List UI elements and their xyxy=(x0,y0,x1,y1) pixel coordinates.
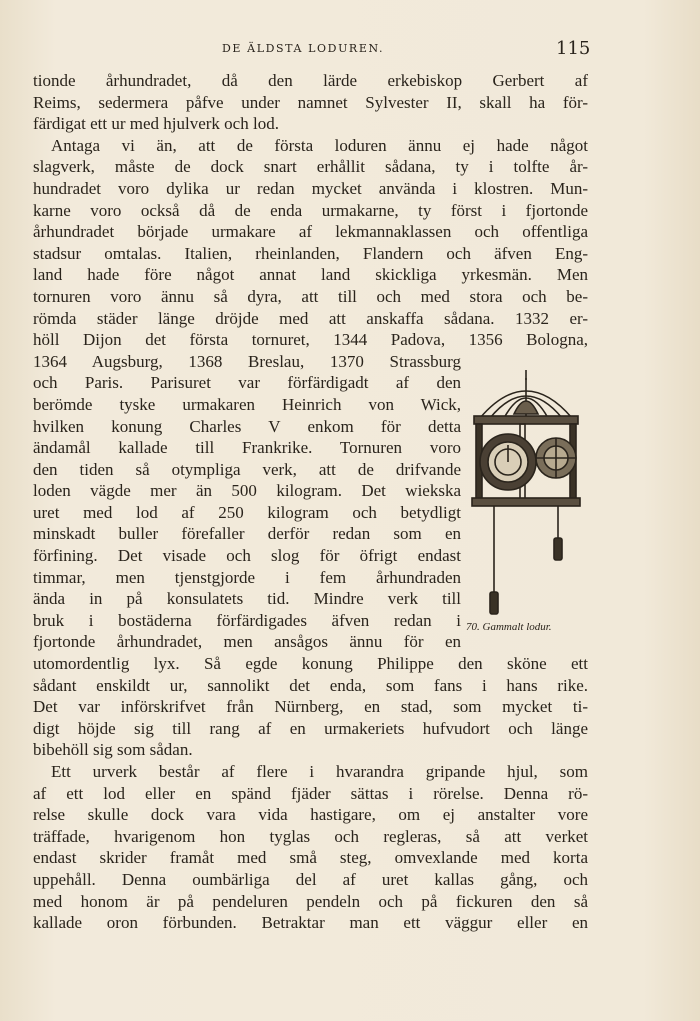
text-line: utomordentlig lyx. Så egde konung Philippe den sköne ett xyxy=(33,654,588,674)
text-line: relse skulle dock vara vida hastigare, om ej anstalter vore xyxy=(33,805,588,825)
text-line: timmar, men tjenstgjorde i fem århundraden xyxy=(33,567,461,587)
text-line: sådant enskildt ur, sannolikt det enda, som fans i hans rike. xyxy=(33,675,588,695)
text-line: uppehåll. Denna oumbärliga del af uret kallas gång, och xyxy=(33,869,588,889)
text-line: ändamål kallade till Frankrike. Tornuren voro xyxy=(33,438,461,458)
text-line: och Paris. Parisuret var förfärdigadt af den xyxy=(33,373,461,393)
text-line: tornuren voro ännu så dyra, att till och med stora och be- xyxy=(33,286,588,306)
text-line: af ett lod eller en spänd fjäder sättas i rörelse. Denna rö- xyxy=(33,783,588,803)
text-line: bruk i bostäderna förfärdigades äfven redan i xyxy=(33,610,461,630)
figure-caption: 70. Gammalt lodur. xyxy=(466,621,552,633)
text-line: berömde tyske urmakaren Heinrich von Wick, xyxy=(33,394,461,414)
text-line: förfining. Det visade och slog för öfrigt endast xyxy=(33,546,461,566)
clock-illustration xyxy=(464,370,588,618)
figure-old-weight-clock xyxy=(460,370,590,635)
text-line: fjortonde århundradet, men ansågos ännu för en xyxy=(33,632,461,652)
text-line: Det var införskrifvet från Nürnberg, en stad, som mycket ti- xyxy=(33,697,588,717)
text-line: Reims, sedermera påfve under namnet Sylvester II, skall ha för- xyxy=(33,92,588,112)
text-line: århundradet började urmakare af lekmannaklassen och offentliga xyxy=(33,222,588,242)
text-line: karne voro också då de enda urmakarne, ty först i fjortonde xyxy=(33,200,588,220)
text-line: färdigat ett ur med hjulverk och lod. xyxy=(33,114,279,134)
text-line: endast skrider framåt med små steg, omvexlande med korta xyxy=(33,848,588,868)
running-head: DE ÄLDSTA LODUREN. xyxy=(222,42,385,55)
text-line: kallade oron förbunden. Betraktar man ett väggur eller en xyxy=(33,913,588,933)
page-number: 115 xyxy=(556,38,591,59)
text-line: Antaga vi än, att de första loduren ännu ej hade något xyxy=(51,135,588,155)
text-line: hundradet voro dylika ur redan mycket använda i klostren. Mun- xyxy=(33,178,588,198)
text-line: med honom är på pendeluren pendeln och på fickuren den så xyxy=(33,891,588,911)
text-line: hvilken konung Charles V enkom för detta xyxy=(33,416,461,436)
text-line: römda städer länge dröjde med att anskaffa sådana. 1332 er- xyxy=(33,308,588,328)
text-line: loden vägde mer än 500 kilogram. Det wiekska xyxy=(33,481,461,501)
text-line: minskadt buller förefaller derför redan som en xyxy=(33,524,461,544)
text-line: land hade före något annat land skickliga yrkesmän. Men xyxy=(33,265,588,285)
text-line: slagverk, måste de dock snart erhållit sådana, ty i tolfte år- xyxy=(33,157,588,177)
text-line: 1364 Augsburg, 1368 Breslau, 1370 Strassburg xyxy=(33,351,461,371)
text-line: träffade, hvarigenom hon tyglas och regleras, så att verket xyxy=(33,826,588,846)
text-line: den tiden så otympliga verk, att de drifvande xyxy=(33,459,461,479)
text-line: Ett urverk består af flere i hvarandra gripande hjul, som xyxy=(51,762,588,781)
page-header xyxy=(0,40,700,64)
text-line: ända in på konsulatets tid. Mindre verk till xyxy=(33,589,461,609)
text-line: uret med lod af 250 kilogram och betydligt xyxy=(33,502,461,522)
text-line: digt höjde sig till rang af en urmakeriets hufvudort och länge xyxy=(33,718,588,738)
text-line: stadsur omtalas. Italien, rheinlanden, Flandern och äfven Eng- xyxy=(33,243,588,263)
text-line: bibehöll sig som sådan. xyxy=(33,740,193,760)
text-line: höll Dijon det första tornuret, 1344 Padova, 1356 Bologna, xyxy=(33,330,588,350)
text-line: tionde århundradet, då den lärde erkebiskop Gerbert af xyxy=(33,71,588,90)
